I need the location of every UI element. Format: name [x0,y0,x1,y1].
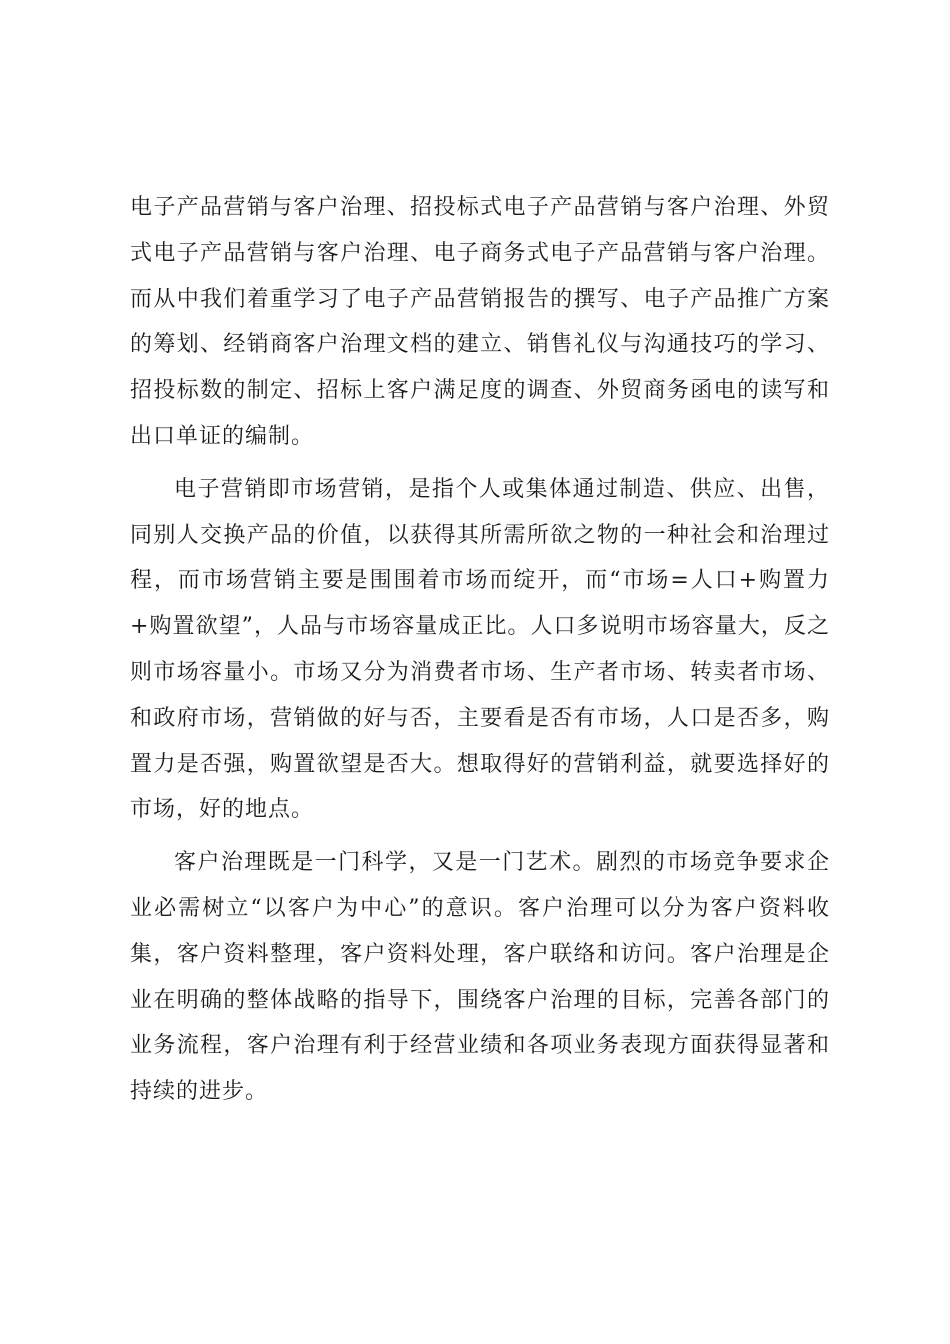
document-body [130,185,830,1122]
paragraph-1: 电子产品营销与客户治理、招投标式电子产品营销与客户治理、外贸式电子产品营销与客户治理、电子商务式电子产品营销与客户治理。而从中我们着重学习了电子产品营销报告的撰写、电子产品推广方案的筹划、经销商客户治理文档的建立、销售礼仪与沟通技巧的学习、招投标数的制定、招标上客户满足度的调查、外贸商务函电的读写和出口单证的编制。 [130,195,830,449]
paragraph-3: 客户治理既是一门科学，又是一门艺术。剧烈的市场竞争要求企业必需树立“以客户为中心”的意识。客户治理可以分为客户资料收集，客户资料整理，客户资料处理，客户联络和访问。客户治理是企业在明确的整体战略的指导下，围绕客户治理的目标，完善各部门的业务流程，客户治理有利于经营业绩和各项业务表现方面获得显著和持续的进步。 [130,850,830,1105]
paragraph-2: 电子营销即市场营销，是指个人或集体通过制造、供应、出售，同别人交换产品的价值，以获得其所需所欲之物的一种社会和治理过程，而市场营销主要是围围着市场而绽开，而“市场=人口+购置力+购置欲望”，人品与市场容量成正比。人口多说明市场容量大，反之则市场容量小。市场又分为消费者市场、生产者市场、转卖者市场、和政府市场，营销做的好与否，主要看是否有市场，人口是否多，购置力是否强，购置欲望是否大。想取得好的营销利益，就要选择好的市场，好的地点。 [130,476,830,823]
